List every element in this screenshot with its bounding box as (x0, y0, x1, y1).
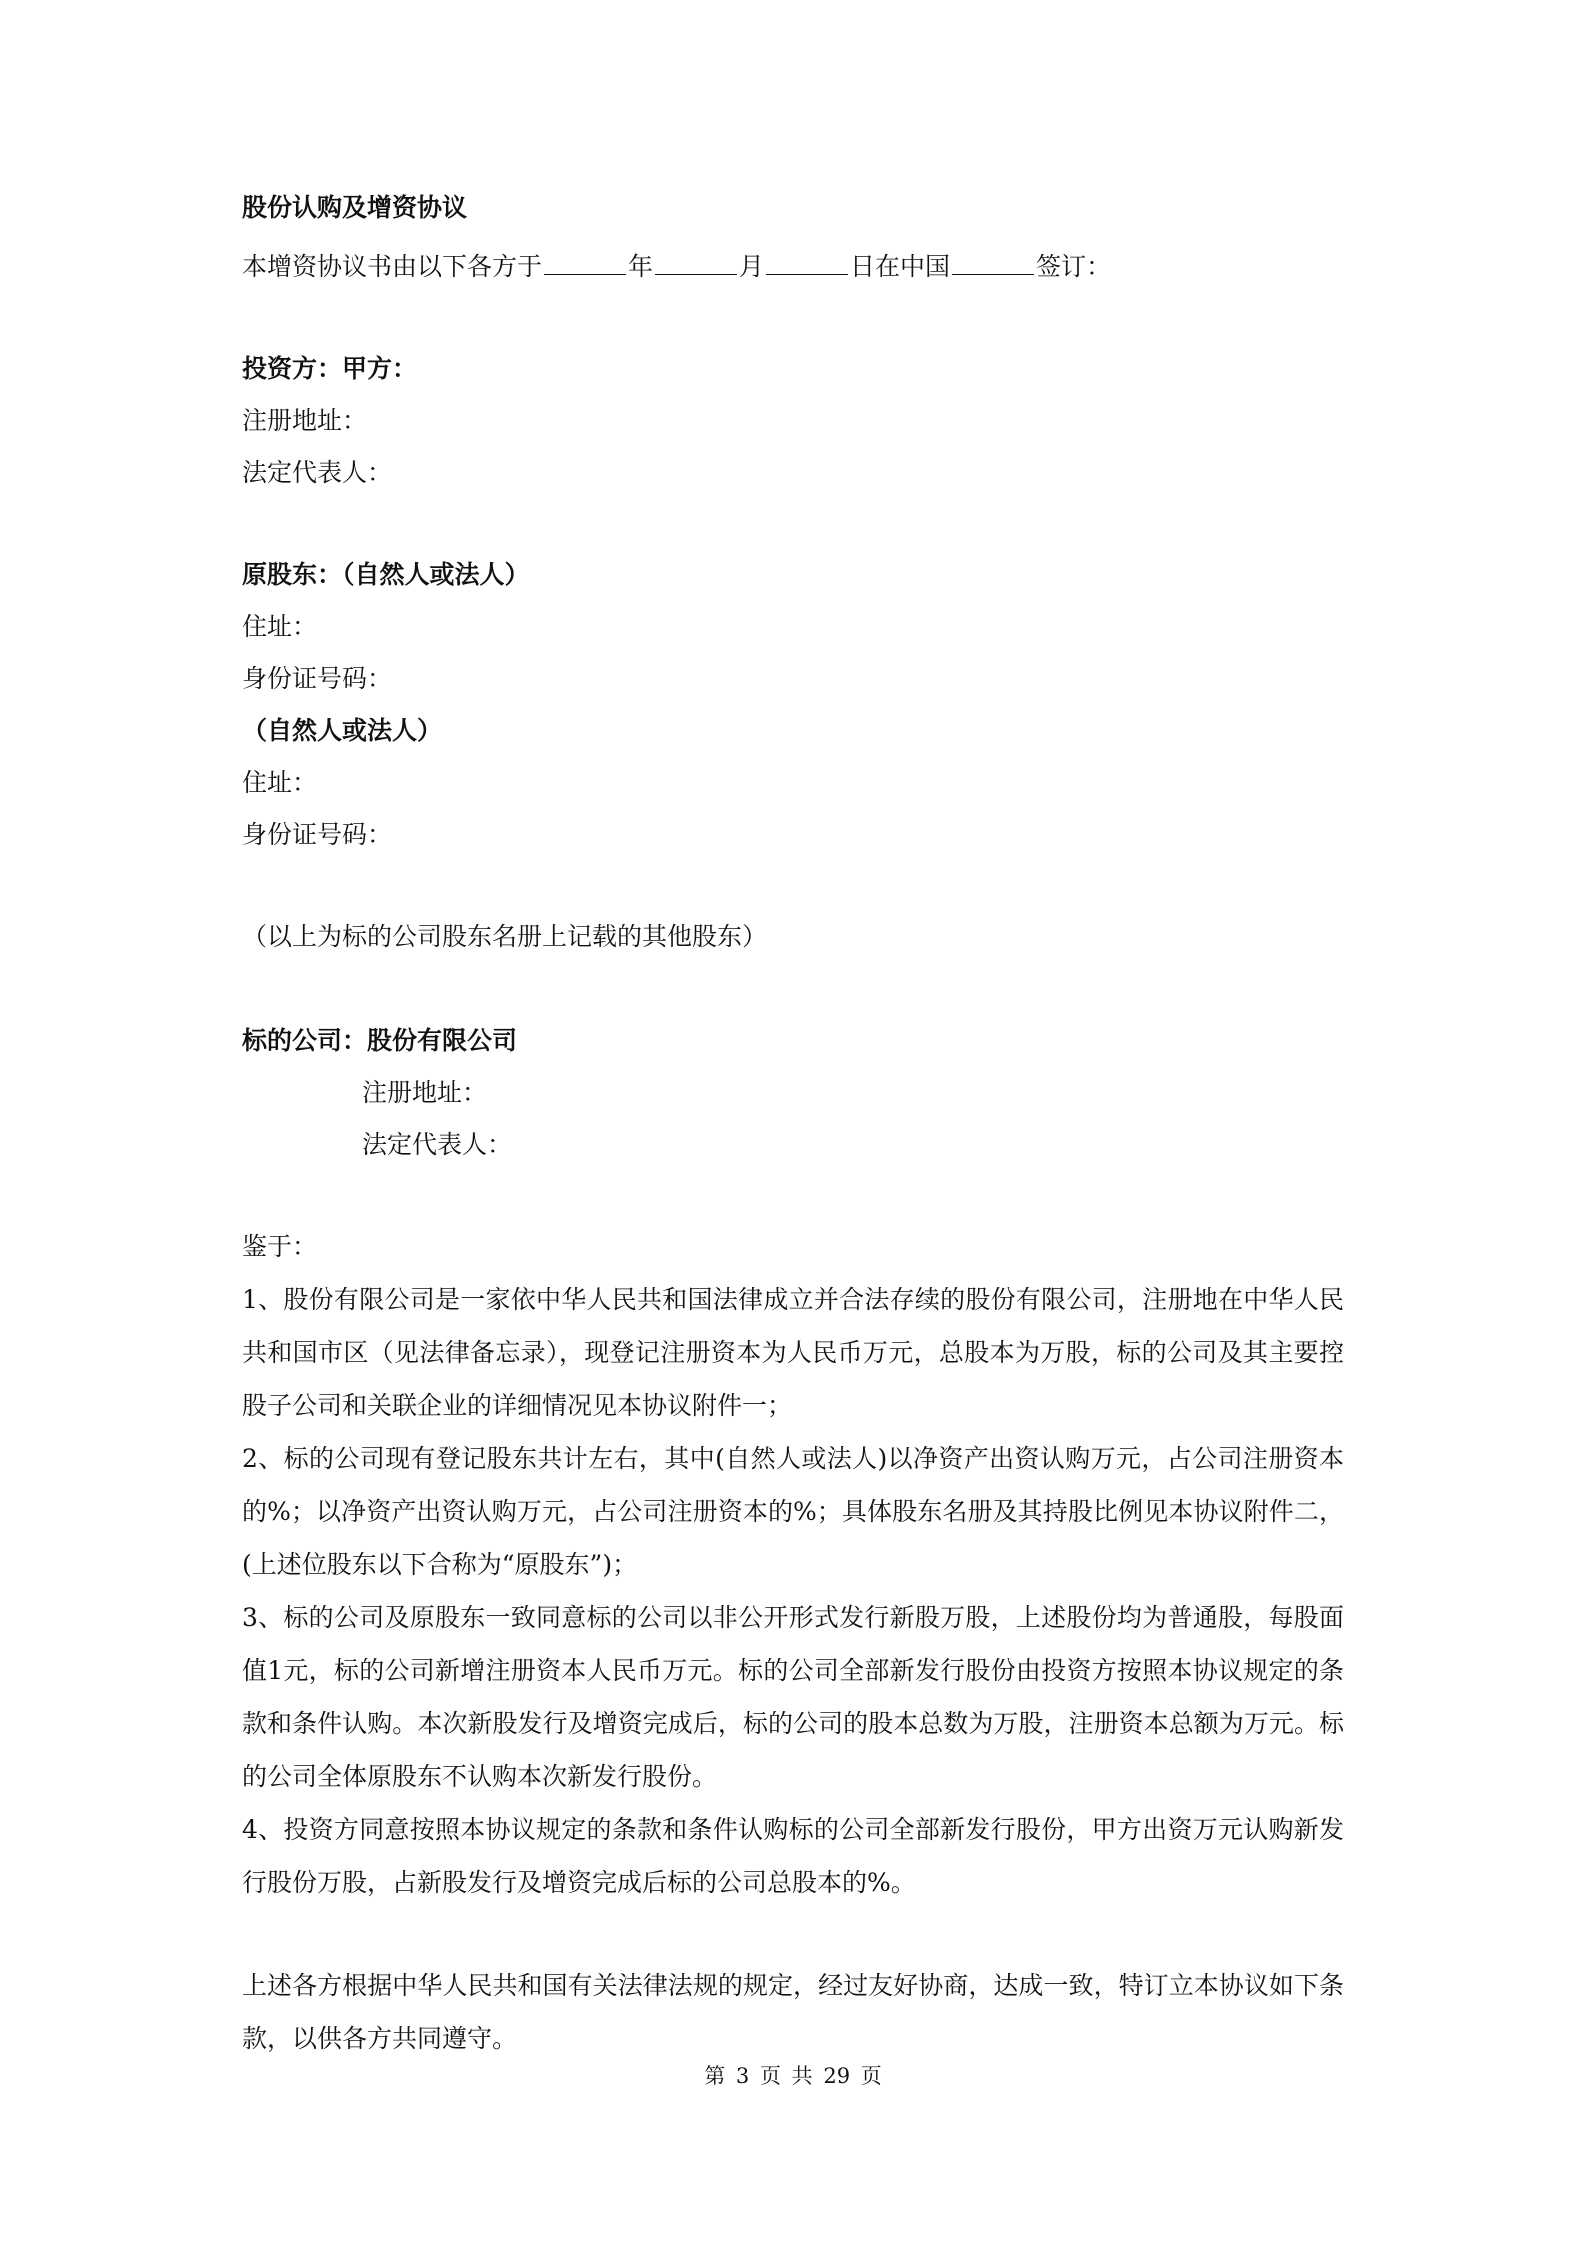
whereas-item-4: 4、投资方同意按照本协议规定的条款和条件认购标的公司全部新发行股份，甲方出资万元认购新发行股份万股，占新股发行及增资完成后标的公司总股本的%。 (242, 1815, 1344, 1897)
shareholders-heading: 原股东：（自然人或法人） (242, 560, 530, 589)
footer-prefix: 第 (704, 2064, 726, 2088)
page-footer (0, 2062, 1586, 2090)
shareholder1-id-label: 身份证号码： (242, 664, 393, 693)
footer-mid-2: 共 (791, 2064, 813, 2088)
investor-heading: 投资方：甲方： (242, 354, 418, 383)
target-heading: 标的公司：股份有限公司 (242, 1026, 518, 1055)
shareholder2-id-label: 身份证号码： (242, 820, 393, 849)
blank-month (655, 252, 737, 275)
whereas-item-2: 2、标的公司现有登记股东共计左右，其中(自然人或法人)以净资产出资认购万元，占公司注册资本的%；以净资产出资认购万元，占公司注册资本的%；具体股东名册及其持股比例见本协议附件二，(上述位股东以下合称为“原股东”)； (242, 1444, 1344, 1579)
whereas-item-3: 3、标的公司及原股东一致同意标的公司以非公开形式发行新股万股，上述股份均为普通股，每股面值1元，标的公司新增注册资本人民币万元。标的公司全部新发行股份由投资方按照本协议规定的条款和条件认购。本次新股发行及增资完成后，标的公司的股本总数为万股，注册资本总额为万元。标的公司全体原股东不认购本次新发行股份。 (242, 1603, 1344, 1791)
intro-text-4: 日在中国 (850, 252, 951, 281)
intro-text-1: 本增资协议书由以下各方于 (242, 252, 543, 281)
footer-suffix: 页 (860, 2064, 882, 2088)
shareholders-note: （以上为标的公司股东名册上记载的其他股东） (242, 922, 768, 951)
footer-mid-1: 页 (759, 2064, 781, 2088)
intro-line (242, 252, 1111, 282)
page-number: 3 (735, 2064, 750, 2088)
page-total: 29 (823, 2064, 851, 2088)
investor-rep-label: 法定代表人： (242, 458, 393, 487)
shareholder2-heading: （自然人或法人） (242, 716, 443, 745)
target-address-label: 注册地址： (362, 1078, 488, 1107)
blank-place (952, 252, 1034, 275)
shareholder1-address-label: 住址： (242, 612, 318, 641)
shareholder2-address-label: 住址： (242, 768, 318, 797)
blank-day (766, 252, 848, 275)
intro-text-3: 月 (739, 252, 765, 281)
whereas-item-1: 1、股份有限公司是一家依中华人民共和国法律成立并合法存续的股份有限公司，注册地在中华人民共和国市区（见法律备忘录），现登记注册资本为人民币万元，总股本为万股，标的公司及其主要控股子公司和关联企业的详细情况见本协议附件一； (242, 1285, 1344, 1420)
blank-year (544, 252, 626, 275)
intro-text-2: 年 (628, 252, 654, 281)
document-title: 股份认购及增资协议 (242, 193, 468, 222)
intro-text-5: 签订： (1036, 252, 1112, 281)
whereas-heading: 鉴于： (242, 1232, 318, 1261)
closing-paragraph: 上述各方根据中华人民共和国有关法律法规的规定，经过友好协商，达成一致，特订立本协议如下条款，以供各方共同遵守。 (242, 1971, 1344, 2053)
investor-address-label: 注册地址： (242, 406, 368, 435)
target-rep-label: 法定代表人： (362, 1130, 513, 1159)
